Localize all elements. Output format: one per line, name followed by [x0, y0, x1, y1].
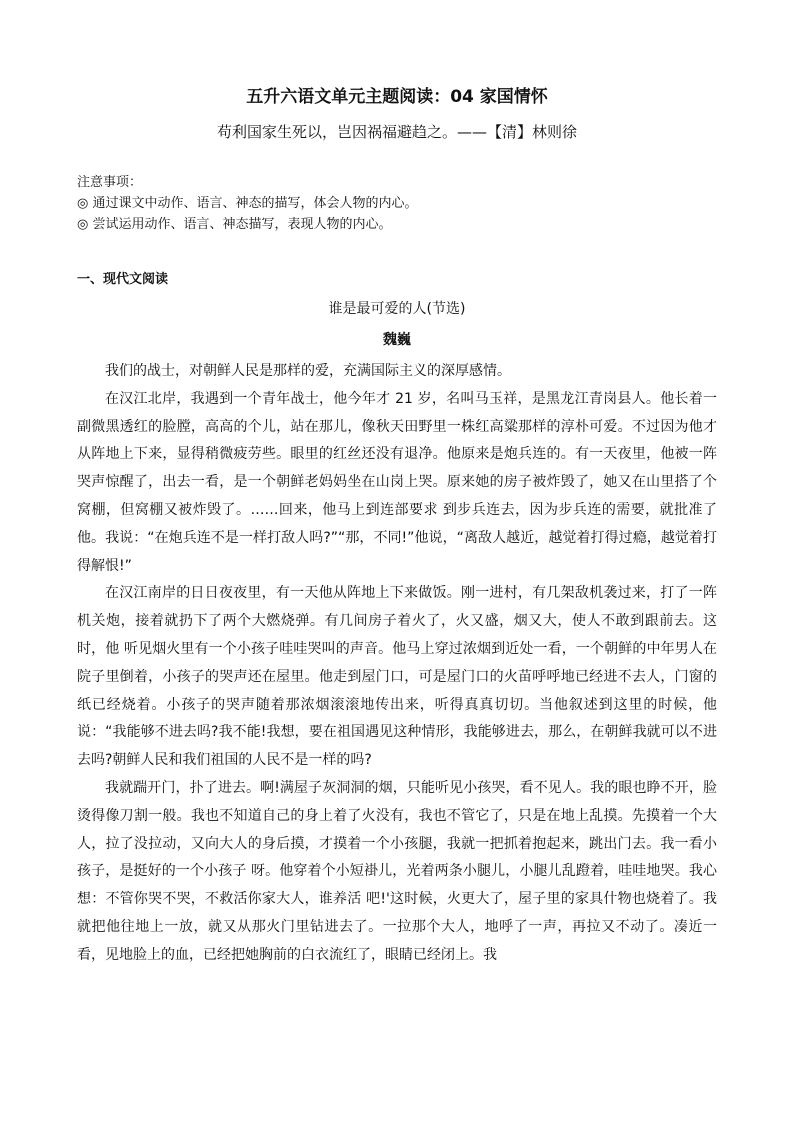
notes-item: ◎ 尝试运用动作、语言、神态描写，表现人物的内心。 — [77, 217, 392, 232]
article-paragraph: 在汉江北岸，我遇到一个青年战士，他今年才 21 岁，名叫马玉祥，是黑龙江青岗县人。他长着一副微黑透红的脸膛，高高的个儿，站在那儿，像秋天田野里一株红高粱那样的淳朴可爱。不过因为他才从阵地上下来，显得稍微疲劳些。眼里的红丝还没有退净。他原来是炮兵连的。有一天夜里，他被一阵哭声惊醒了，出去一看，是一个朝鲜老妈妈坐在山岗上哭。原来她的房子被炸毁了，她又在山里搭了个窝棚，但窝棚又被炸毁了。……回来，他马上到连部要求 到步兵连去，因为步兵连的需要，就批准了他。我说：“在炮兵连不是一样打敌人吗?”“那，不同!”他说，“离敌人越近，越觉着打得过瘾，越觉着打得解恨!” — [77, 390, 717, 574]
article-body — [77, 358, 717, 970]
document-title: 五升六语文单元主题阅读：04 家国情怀 — [246, 87, 548, 107]
section-heading: 一、现代文阅读 — [77, 272, 169, 287]
epigraph-quote: 苟利国家生死以，岂因祸福避趋之。——【清】林则徐 — [216, 123, 577, 141]
article-title: 谁是最可爱的人(节选) — [328, 301, 466, 317]
notes-block — [77, 172, 717, 235]
article-paragraph: 我就踹开门，扑了进去。啊!满屋子灰洞洞的烟，只能听见小孩哭，看不见人。我的眼也睁不开，脸烫得像刀割一般。我也不知道自己的身上着了火没有，我也不管它了，只是在地上乱摸。先摸着一个大人，拉了没拉动，又向大人的身后摸，才摸着一个小孩腿，我就一把抓着抱起来，跳出门去。我一看小孩子，是挺好的一个小孩子 呀。他穿着个小短褂儿，光着两条小腿儿，小腿儿乱蹬着，哇哇地哭。我心想：不管你哭不哭，不救活你家大人，谁养活 吧!'这时候，火更大了，屋子里的家具什物也烧着了。我就把他往地上一放，就又从那火门里钻进去了。一拉那个大人，地呼了一声，再拉又不动了。凑近一看，见地脸上的血，已经把她胸前的白衣流红了，眼睛已经闭上。我 — [77, 779, 717, 963]
article-paragraph: 在汉江南岸的日日夜夜里，有一天他从阵地上下来做饭。刚一进村，有几架敌机袭过来，打了一阵机关炮，接着就扔下了两个大燃烧弹。有几间房子着火了，火又盛，烟又大，使人不敢到跟前去。这时，他 听见烟火里有一个小孩子哇哇哭叫的声音。他马上穿过浓烟到近处一看，一个朝鲜的中年男人在院子里倒着，小孩子的哭声还在屋里。他走到屋门口，可是屋门口的火苗呼呼地已经进不去人，门窗的纸已经烧着。小孩子的哭声随着那浓烟滚滚地传出来，听得真真切切。当他叙述到这里的时候，他说：“我能够不进去吗?我不能!我想，要在祖国遇见这种情形，我能够进去，那么，在朝鲜我就可以不进去吗?朝鲜人民和我们祖国的人民不是一样的吗? — [77, 585, 717, 769]
notes-heading: 注意事项： — [77, 175, 143, 190]
article-paragraph: 我们的战士，对朝鲜人民是那样的爱，充满国际主义的深厚感情。 — [105, 363, 511, 379]
notes-item: ◎ 通过课文中动作、语言、神态的描写，体会人物的内心。 — [77, 196, 418, 211]
article-author: 魏巍 — [383, 332, 411, 348]
